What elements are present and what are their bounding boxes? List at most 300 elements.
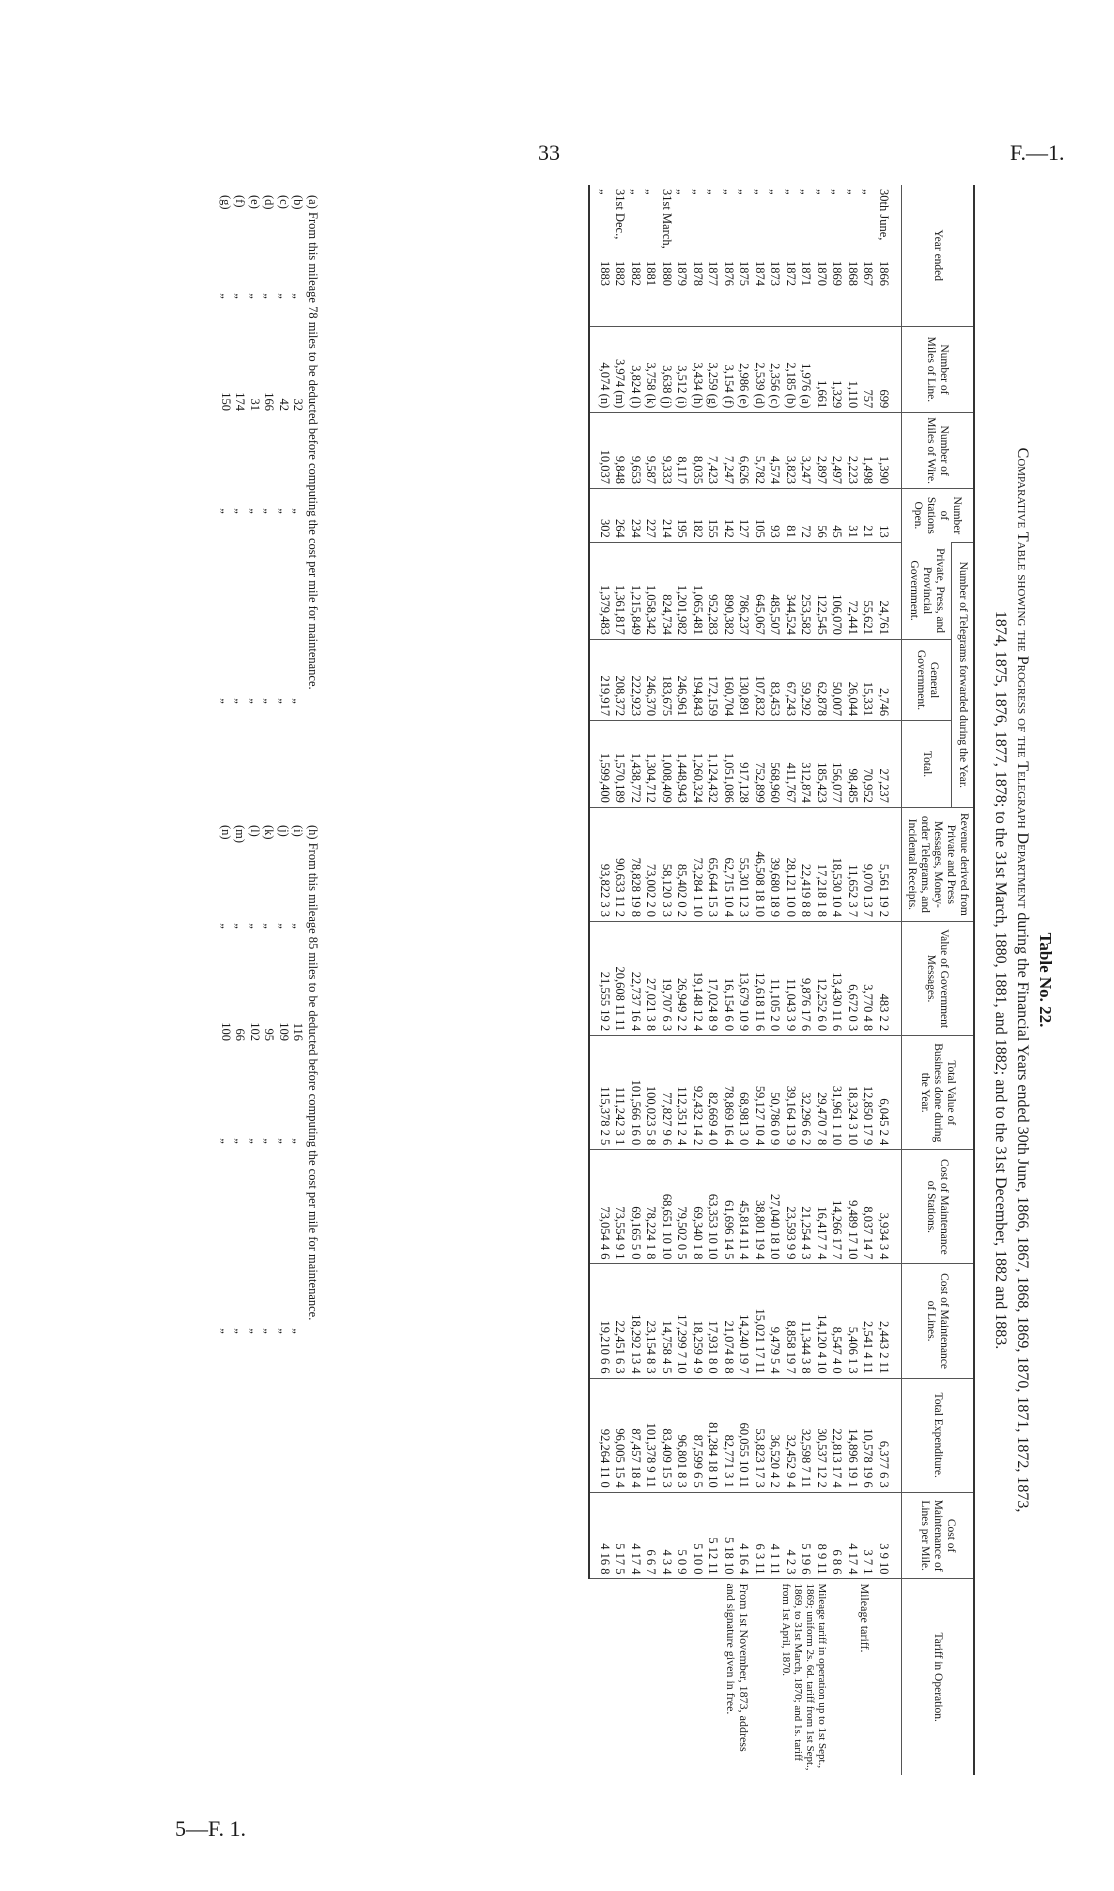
cell-total: 752,899 [752, 721, 768, 808]
cell-cost-ln: 17,931 8 0 [705, 1264, 721, 1378]
footnote-ditto: „ [219, 293, 233, 299]
cell-govt: 13,430 11 6 [829, 921, 845, 1035]
cell-year-value: 1881 [644, 261, 659, 286]
footnote-ditto: „ [233, 1138, 248, 1144]
footnote-value: 31 [248, 398, 262, 411]
cell-private: 106,070 [829, 542, 845, 639]
cell-year [736, 185, 752, 326]
cell-total: 411,767 [783, 721, 799, 808]
cell-total: 1,448,943 [674, 721, 690, 808]
cell-private: 786,237 [736, 542, 752, 639]
tariff-mileage: Mileage tariff. [858, 1583, 872, 1653]
footer-reference: 5—F. 1. [175, 1816, 246, 1841]
cell-private: 1,065,481 [690, 542, 706, 639]
cell-period: „ [815, 189, 829, 195]
cell-cost-ln: 8,547 4 0 [829, 1264, 845, 1378]
cell-stations: 142 [721, 488, 737, 542]
cell-wire: 8,035 [690, 413, 706, 489]
cell-expend: 32,452 9 4 [783, 1378, 799, 1492]
table-row [814, 185, 830, 1775]
cell-general: 15,331 [860, 639, 876, 720]
cell-expend: 22,813 17 4 [829, 1378, 845, 1492]
cell-cost-st: 61,696 14 5 [721, 1150, 737, 1264]
footnote-item [233, 195, 248, 791]
footnote-ditto: „ [233, 508, 248, 514]
footnote-ditto: „ [277, 698, 291, 704]
title-department: Telegraph Department [1014, 761, 1031, 909]
cell-private: 253,582 [798, 542, 814, 639]
cell-wire: 2,223 [845, 413, 861, 489]
cell-general: 130,891 [736, 639, 752, 720]
header-tariff: Tariff in Operation. [902, 1579, 975, 1775]
tariff-address-free: From 1st November, 1873, address and signature given in free. [724, 1583, 751, 1752]
cell-line: 2,539 (d) [752, 326, 768, 413]
cell-line: 1,661 [814, 326, 830, 413]
cell-year [860, 185, 876, 326]
cell-line: 2,185 (b) [783, 326, 799, 413]
table-row [829, 185, 845, 1775]
header-cost-per-mile: Cost of Maintenance of Lines per Mile. [902, 1492, 975, 1579]
footnote-ditto: „ [277, 293, 291, 299]
footnote-value: 109 [277, 1022, 291, 1041]
table-body [590, 185, 902, 1775]
cell-revenue: 78,828 19 8 [628, 807, 644, 921]
table-row [876, 185, 902, 1775]
cell-year-value: 1868 [846, 261, 860, 286]
cell-total: 70,952 [860, 721, 876, 808]
cell-business: 31,961 1 10 [829, 1036, 845, 1150]
cell-period: „ [644, 189, 659, 195]
cell-business: 78,869 16 4 [721, 1036, 737, 1150]
footnote-items-left [219, 195, 306, 791]
footnote-ditto: „ [248, 1328, 262, 1334]
footnote-ditto: „ [277, 1328, 291, 1334]
cell-period: „ [737, 189, 752, 195]
cell-wire: 8,117 [674, 413, 690, 489]
header-total: Total. [902, 721, 952, 808]
footnote-key: (g) [219, 195, 233, 210]
footnote-item [262, 195, 277, 791]
cell-wire: 1,390 [876, 413, 902, 489]
footnote-value: 174 [233, 392, 248, 411]
cell-stations: 13 [876, 488, 902, 542]
footnote-key: (d) [262, 195, 277, 210]
cell-private: 55,621 [860, 542, 876, 639]
cell-year [829, 185, 845, 326]
cell-govt: 27,021 3 8 [643, 921, 659, 1035]
cell-govt: 22,737 16 4 [628, 921, 644, 1035]
cell-year [814, 185, 830, 326]
cell-year [590, 185, 613, 326]
cell-general: 160,704 [721, 639, 737, 720]
cell-govt: 3,770 4 8 [860, 921, 876, 1035]
cell-year [783, 185, 799, 326]
cell-per-mile: 4 2 3 [783, 1492, 799, 1579]
title-suffix: during the Financial Years ended 30th June, 1866, 1867, 1868, 1869, 1870, 1871, 1872, 1873, [1014, 908, 1031, 1513]
cell-line: 1,110 [845, 326, 861, 413]
cell-cost-ln: 9,479 5 4 [767, 1264, 783, 1378]
cell-general: 246,961 [674, 639, 690, 720]
cell-line: 3,638 (j) [659, 326, 675, 413]
cell-expend: 101,378 9 11 [643, 1378, 659, 1492]
cell-cost-ln: 5,406 1 3 [845, 1264, 861, 1378]
table-row [767, 185, 783, 1775]
cell-expend: 92,264 11 0 [590, 1378, 613, 1492]
cell-cost-ln: 17,299 7 10 [674, 1264, 690, 1378]
cell-total: 1,599,400 [590, 721, 613, 808]
cell-line: 4,074 (n) [590, 326, 613, 413]
cell-general: 62,878 [814, 639, 830, 720]
footnote-ditto: „ [262, 508, 277, 514]
cell-stations: 182 [690, 488, 706, 542]
cell-govt: 26,949 2 2 [674, 921, 690, 1035]
cell-cost-st: 73,554 9 1 [612, 1150, 628, 1264]
cell-private: 1,201,982 [674, 542, 690, 639]
cell-cost-st: 68,651 10 10 [659, 1150, 675, 1264]
cell-cost-ln: 19,210 6 6 [590, 1264, 613, 1378]
cell-cost-st: 8,037 14 7 [860, 1150, 876, 1264]
footnotes-left [219, 195, 321, 791]
cell-per-mile: 4 3 4 [659, 1492, 675, 1579]
cell-expend: 6,377 6 3 [876, 1378, 902, 1492]
cell-expend: 87,599 6 5 [690, 1378, 706, 1492]
footnote-item [219, 825, 234, 1421]
cell-business: 12,850 17 9 [860, 1036, 876, 1150]
cell-year [643, 185, 659, 326]
cell-total: 156,077 [829, 721, 845, 808]
cell-cost-st: 3,934 3 4 [876, 1150, 902, 1264]
cell-revenue: 73,002 2 0 [643, 807, 659, 921]
cell-expend: 83,409 15 3 [659, 1378, 675, 1492]
cell-per-mile: 5 0 9 [674, 1492, 690, 1579]
cell-cost-st: 45,814 11 4 [736, 1150, 752, 1264]
table-row [612, 185, 628, 1775]
footnote-item [291, 825, 306, 1421]
cell-revenue: 46,508 18 10 [752, 807, 768, 921]
cell-period: „ [675, 189, 690, 195]
cell-cost-ln: 18,292 13 4 [628, 1264, 644, 1378]
cell-cost-ln: 2,541 4 11 [860, 1264, 876, 1378]
footnote-ditto: „ [291, 1328, 306, 1334]
cell-revenue: 93,822 3 3 [590, 807, 613, 921]
cell-total: 1,570,189 [612, 721, 628, 808]
cell-per-mile: 4 1 11 [767, 1492, 783, 1579]
cell-total: 1,051,086 [721, 721, 737, 808]
header-year-ended: Year ended [902, 185, 975, 326]
cell-cost-st: 27,040 18 10 [767, 1150, 783, 1264]
footnote-lead-left: (a) From this mileage 78 miles to be deducted before computing the cost per mile for maintenance. [306, 195, 320, 690]
cell-general: 107,832 [752, 639, 768, 720]
cell-year-value: 1869 [830, 261, 845, 286]
table-title-line1 [1013, 185, 1031, 1775]
title-prefix: Comparative Table showing the Progress of the [1014, 447, 1031, 762]
cell-cost-st: 23,593 9 9 [783, 1150, 799, 1264]
footnote-ditto: „ [219, 508, 233, 514]
cell-year [876, 185, 902, 326]
cell-cost-st: 69,165 5 0 [628, 1150, 644, 1264]
cell-general: 219,917 [590, 639, 613, 720]
cell-cost-ln: 22,451 6 3 [612, 1264, 628, 1378]
cell-year-value: 1870 [815, 261, 829, 286]
cell-total: 98,485 [845, 721, 861, 808]
cell-year-value: 1879 [675, 261, 690, 286]
header-govt-value: Value of Government Messages. [902, 921, 975, 1035]
cell-year [659, 185, 675, 326]
cell-per-mile: 4 16 8 [590, 1492, 613, 1579]
footnote-item [291, 195, 306, 791]
header-total-expenditure: Total Expenditure. [902, 1378, 975, 1492]
cell-revenue: 90,633 11 2 [612, 807, 628, 921]
header-miles-wire: Number of Miles of Wire. [902, 413, 975, 489]
cell-cost-ln: 21,074 8 8 [721, 1264, 737, 1378]
cell-period: „ [722, 189, 736, 195]
cell-stations: 31 [845, 488, 861, 542]
footnote-key: (b) [291, 195, 306, 210]
cell-per-mile: 6 6 7 [643, 1492, 659, 1579]
cell-stations: 227 [643, 488, 659, 542]
footnote-ditto: „ [219, 698, 233, 704]
cell-govt: 9,876 17 6 [798, 921, 814, 1035]
footnote-item [248, 825, 263, 1421]
cell-govt: 11,043 3 9 [783, 921, 799, 1035]
footnote-key: (i) [291, 825, 306, 837]
footnote-ditto: „ [233, 698, 248, 704]
footnote-ditto: „ [219, 1328, 233, 1334]
cell-year [721, 185, 737, 326]
footnotes-right [219, 825, 321, 1421]
cell-private: 1,215,849 [628, 542, 644, 639]
cell-business: 59,127 10 4 [752, 1036, 768, 1150]
footnote-ditto: „ [277, 1138, 291, 1144]
header-cost-stations: Cost of Maintenance of Stations. [902, 1150, 975, 1264]
cell-line: 1,329 [829, 326, 845, 413]
cell-revenue: 58,120 3 3 [659, 807, 675, 921]
cell-line: 2,356 (c) [767, 326, 783, 413]
cell-stations: 302 [590, 488, 613, 542]
cell-year-value: 1878 [691, 261, 705, 286]
cell-wire: 3,247 [798, 413, 814, 489]
cell-revenue: 22,419 8 8 [798, 807, 814, 921]
cell-period: 30th June, [877, 189, 891, 241]
cell-year-value: 1876 [722, 261, 736, 286]
cell-stations: 214 [659, 488, 675, 542]
header-miles-line: Number of Miles of Line. [902, 326, 975, 413]
cell-general: 26,044 [845, 639, 861, 720]
cell-period: 31st Dec., [613, 189, 628, 240]
table-row [752, 185, 768, 1775]
header-stations: Number of Stations Open. [902, 488, 975, 542]
cell-year-value: 1880 [660, 261, 674, 286]
cell-general: 172,159 [705, 639, 721, 720]
cell-year-value: 1871 [799, 261, 814, 286]
cell-line: 3,758 (k) [643, 326, 659, 413]
cell-govt: 6,672 0 3 [845, 921, 861, 1035]
table-row [736, 185, 752, 1775]
cell-total: 27,237 [876, 721, 902, 808]
footnote-items-right [219, 825, 306, 1421]
cell-business: 29,470 7 8 [814, 1036, 830, 1150]
cell-per-mile: 4 16 4 [736, 1492, 752, 1579]
cell-line: 3,512 (i) [674, 326, 690, 413]
cell-year-value: 1866 [877, 261, 891, 286]
cell-cost-ln: 2,443 2 11 [876, 1264, 902, 1378]
cell-general: 83,453 [767, 639, 783, 720]
cell-revenue: 17,218 1 8 [814, 807, 830, 921]
table-row [721, 185, 737, 1775]
cell-govt: 20,608 11 11 [612, 921, 628, 1035]
cell-period: „ [861, 189, 876, 195]
cell-tariff [590, 1579, 902, 1775]
footnote-ditto: „ [262, 1328, 277, 1334]
cell-year [612, 185, 628, 326]
cell-private: 24,761 [876, 542, 902, 639]
cell-year [767, 185, 783, 326]
cell-per-mile: 3 9 10 [876, 1492, 902, 1579]
cell-total: 1,438,772 [628, 721, 644, 808]
cell-govt: 13,679 10 9 [736, 921, 752, 1035]
cell-total: 1,008,409 [659, 721, 675, 808]
cell-year [752, 185, 768, 326]
cell-expend: 87,457 18 4 [628, 1378, 644, 1492]
footnote-ditto: „ [262, 923, 277, 929]
cell-revenue: 11,652 3 7 [845, 807, 861, 921]
cell-cost-st: 69,340 1 8 [690, 1150, 706, 1264]
cell-wire: 9,587 [643, 413, 659, 489]
cell-stations: 195 [674, 488, 690, 542]
footnote-ditto: „ [233, 923, 248, 929]
cell-wire: 5,782 [752, 413, 768, 489]
cell-wire: 6,626 [736, 413, 752, 489]
footnote-item [248, 195, 263, 791]
cell-cost-st: 9,489 17 10 [845, 1150, 861, 1264]
cell-wire: 3,823 [783, 413, 799, 489]
footnote-value: 66 [233, 1028, 248, 1041]
cell-stations: 81 [783, 488, 799, 542]
cell-expend: 81,284 18 10 [705, 1378, 721, 1492]
cell-cost-ln: 14,240 19 7 [736, 1264, 752, 1378]
cell-business: 32,296 6 2 [798, 1036, 814, 1150]
cell-business: 77,827 9 6 [659, 1036, 675, 1150]
footnote-ditto: „ [233, 1328, 248, 1334]
cell-cost-st: 73,054 4 6 [590, 1150, 613, 1264]
cell-per-mile: 8 9 11 [814, 1492, 830, 1579]
footnote-value: 166 [262, 392, 277, 411]
cell-period: „ [598, 189, 612, 195]
cell-business: 39,164 13 9 [783, 1036, 799, 1150]
cell-line: 3,824 (l) [628, 326, 644, 413]
cell-private: 1,361,817 [612, 542, 628, 639]
footnote-ditto: „ [233, 293, 248, 299]
cell-revenue: 28,121 10 0 [783, 807, 799, 921]
cell-cost-st: 14,266 17 7 [829, 1150, 845, 1264]
cell-period: 31st March, [660, 189, 674, 249]
footnote-ditto: „ [291, 923, 306, 929]
cell-govt: 16,154 6 0 [721, 921, 737, 1035]
footnote-key: (e) [248, 195, 262, 209]
cell-general: 2,746 [876, 639, 902, 720]
cell-cost-ln: 8,858 19 7 [783, 1264, 799, 1378]
rotated-table-page [165, 185, 1065, 1775]
cell-per-mile: 5 12 11 [705, 1492, 721, 1579]
cell-year [674, 185, 690, 326]
cell-general: 50,007 [829, 639, 845, 720]
cell-line: 3,434 (h) [690, 326, 706, 413]
cell-wire: 9,848 [612, 413, 628, 489]
footnote-ditto: „ [291, 1138, 306, 1144]
progress-table [589, 185, 976, 1775]
cell-govt: 17,024 8 9 [705, 921, 721, 1035]
cell-wire: 4,574 [767, 413, 783, 489]
cell-year-value: 1877 [706, 261, 721, 286]
cell-stations: 105 [752, 488, 768, 542]
cell-private: 890,382 [721, 542, 737, 639]
table-row [705, 185, 721, 1775]
cell-wire: 2,497 [829, 413, 845, 489]
cell-general: 67,243 [783, 639, 799, 720]
cell-govt: 12,618 11 6 [752, 921, 768, 1035]
cell-per-mile: 5 17 5 [612, 1492, 628, 1579]
header-business-value: Total Value of Business done during the Year. [902, 1036, 975, 1150]
footnote-ditto: „ [291, 293, 306, 299]
table-row [845, 185, 861, 1775]
cell-stations: 45 [829, 488, 845, 542]
cell-general: 222,923 [628, 639, 644, 720]
cell-year [628, 185, 644, 326]
tariff-uniform: Mileage tariff in operation up to 1st Sept., 1869; uniform 2s. 6d. tariff from 1st Sept., 1869, to 31st March, 1870; and 1s. tariff from 1st April, 1870. [780, 1583, 828, 1771]
footnote-ditto: „ [277, 923, 291, 929]
cell-wire: 9,333 [659, 413, 675, 489]
cell-stations: 56 [814, 488, 830, 542]
page-number: 33 [538, 140, 560, 165]
cell-revenue: 85,402 0 2 [674, 807, 690, 921]
cell-cost-st: 21,254 4 3 [798, 1150, 814, 1264]
footnote-ditto: „ [291, 698, 306, 704]
cell-expend: 36,520 4 2 [767, 1378, 783, 1492]
cell-stations: 127 [736, 488, 752, 542]
cell-wire: 9,653 [628, 413, 644, 489]
footnote-value: 42 [277, 398, 291, 411]
cell-total: 185,423 [814, 721, 830, 808]
footnote-ditto: „ [262, 698, 277, 704]
cell-business: 101,566 16 0 [628, 1036, 644, 1150]
cell-wire: 7,423 [705, 413, 721, 489]
cell-stations: 93 [767, 488, 783, 542]
footnote-value: 102 [248, 1022, 262, 1041]
footnote-item [233, 825, 248, 1421]
cell-expend: 10,578 19 6 [860, 1378, 876, 1492]
cell-line: 2,986 (e) [736, 326, 752, 413]
cell-revenue: 5,561 19 2 [876, 807, 902, 921]
footnote-ditto: „ [248, 508, 262, 514]
cell-govt: 11,105 2 0 [767, 921, 783, 1035]
cell-govt: 19,707 6 3 [659, 921, 675, 1035]
cell-expend: 60,055 10 11 [736, 1378, 752, 1492]
table-number: Table No. 22. [1036, 932, 1055, 1028]
footnote-ditto: „ [277, 508, 291, 514]
cell-cost-ln: 15,021 17 11 [752, 1264, 768, 1378]
cell-business: 18,324 3 10 [845, 1036, 861, 1150]
footnote-key: (m) [233, 825, 248, 844]
cell-per-mile: 5 19 6 [798, 1492, 814, 1579]
footnote-key: (f) [233, 195, 248, 208]
cell-cost-ln: 18,259 4 9 [690, 1264, 706, 1378]
cell-private: 344,524 [783, 542, 799, 639]
footnote-item [219, 195, 234, 791]
footnote-ditto: „ [248, 923, 262, 929]
cell-period: „ [784, 189, 798, 195]
cell-line: 3,259 (g) [705, 326, 721, 413]
cell-period: „ [846, 189, 860, 195]
